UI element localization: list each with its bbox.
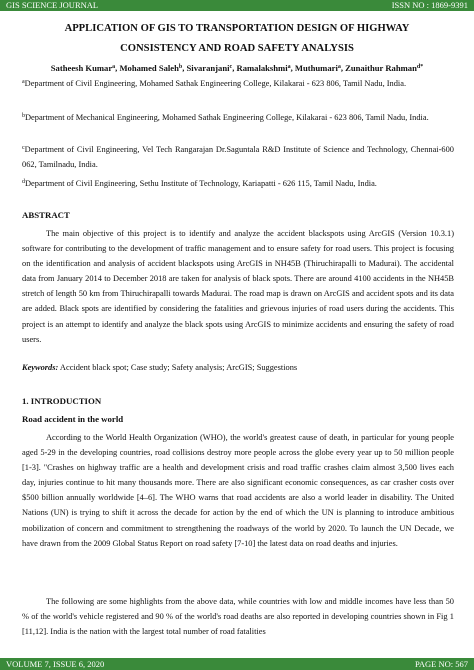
author-name: Muthumari bbox=[294, 63, 338, 73]
volume-issue: VOLUME 7, ISSUE 6, 2020 bbox=[6, 659, 105, 669]
author-name: Satheesh Kumar bbox=[50, 63, 113, 73]
keywords-line bbox=[22, 360, 454, 375]
author-separator: , bbox=[115, 63, 120, 73]
affiliation-mark: b bbox=[22, 113, 25, 119]
author-affiliation-mark: c bbox=[229, 64, 233, 70]
affiliation-text: Department of Civil Engineering, Sethu Institute of Technology, Kariapatti - 626 115, Tamil Nadu, India. bbox=[25, 179, 377, 188]
subsection-heading: Road accident in the world bbox=[22, 414, 124, 424]
affiliation-b bbox=[22, 110, 454, 125]
paper-title-line-2: CONSISTENCY AND ROAD SAFETY ANALYSIS bbox=[120, 43, 354, 54]
intro-paragraph-2: The following are some highlights from the above data, while countries with low and middle incomes have less than 50 % of the world's vehicle registered and 90 % of the world's road deaths are also reported in developing countries shown in Fig 1 [11,12]. India is the nation with the largest total number of road fatalities bbox=[22, 597, 454, 637]
issn-number: ISSN NO : 1869-9391 bbox=[391, 0, 468, 10]
author-name: Mohamed Saleh bbox=[119, 63, 179, 73]
author-separator: , bbox=[340, 63, 346, 73]
author-affiliation-mark: a bbox=[112, 64, 116, 70]
affiliation-d bbox=[22, 176, 454, 191]
author-name: Ramalakshmi bbox=[236, 63, 288, 73]
author-affiliation-mark: a bbox=[287, 64, 291, 70]
intro-paragraph-1: According to the World Health Organization (WHO), the world's greatest cause of death, in particular for young people aged 5-29 in the developing countries, road collisions destroy more people across the globe every year up to 50 million people [1-3]. "Crashes on highway traffic are a health and development crisis and road traffic crashes claim almost 3,500 lives each day, injuries continue to hit many thousands more. There are also significant economic consequences, as car crasher costs over $500 billion annually worldwide [4–6]. The WHO warns that road accidents are also a world leader in disability. The United Nations (UN) is trying to shift it across the decade for action by the end of which the UN is planning to introduce ambitious mobilization of concern and commitment to strengthening the roadways of the world by 2020. To launch the UN Decade, we have drawn from the 2009 Global Status Report on road safety [7-10] the latest data on road deaths and injuries. bbox=[22, 433, 454, 548]
affiliation-mark: d bbox=[22, 179, 25, 185]
author-separator: , bbox=[290, 63, 295, 73]
keywords-text: Accident black spot; Case study; Safety analysis; ArcGIS; Suggestions bbox=[58, 363, 298, 372]
affiliation-mark: c bbox=[22, 145, 25, 151]
author-separator: , bbox=[232, 63, 237, 73]
affiliation-a bbox=[22, 76, 454, 91]
journal-header-band bbox=[0, 0, 474, 11]
abstract-heading: ABSTRACT bbox=[22, 210, 70, 220]
author-affiliation-mark: a bbox=[337, 64, 341, 70]
affiliation-mark: a bbox=[22, 79, 25, 85]
author-name: Sivaranjani bbox=[186, 63, 230, 73]
abstract-text: The main objective of this project is to identify and analyze the accident blackspots using ArcGIS (Version 10.3.1) software for contributing to the development of traffic management and to ensure safety for road users. This project is focusing on the identification and analysis of accident blackspots using ArcGIS in NH45B (Thiruchirapalli to Madurai). The accidental data from January 2014 to December 2018 are taken for analysis of black spots. There are around 4100 accidents in the NH45B stretch of length 50 km from Thiruchirapalli towards Madurai. The road map is drawn on ArcGIS and accident spots and its data are added. Black spots are identified by considering the fatalities and grievous injuries of road users during the accidents. This project is an attempt to identify and analyze the black spots using ArcGIS to minimize accidents and ensuring the safety of road users. bbox=[22, 229, 454, 344]
journal-name: GIS SCIENCE JOURNAL bbox=[6, 0, 99, 10]
affiliation-text: Department of Civil Engineering, Vel Tech Rangarajan Dr.Saguntala R&D Institute of Science and Technology, Chennai-600 062, Tamilnadu, India. bbox=[22, 145, 454, 170]
section-heading-introduction: 1. INTRODUCTION bbox=[22, 396, 102, 406]
author-name: Zunaithur Rahman bbox=[345, 63, 417, 73]
page-footer-band bbox=[0, 658, 474, 670]
affiliation-c bbox=[22, 142, 454, 172]
affiliation-text: Department of Civil Engineering, Mohamed Sathak Engineering College, Kilakarai - 623 806, Tamil Nadu, India. bbox=[24, 79, 407, 88]
author-affiliation-mark: b bbox=[178, 64, 183, 70]
affiliation-text: Department of Mechanical Engineering, Mohamed Sathak Engineering College, Kilakarai - 623 806, Tamil Nadu, India. bbox=[25, 113, 429, 122]
author-separator: , bbox=[182, 63, 187, 73]
page-number: PAGE NO: 567 bbox=[414, 659, 468, 669]
paper-title-line-1: APPLICATION OF GIS TO TRANSPORTATION DESIGN OF HIGHWAY bbox=[64, 23, 410, 34]
author-affiliation-mark: d* bbox=[416, 64, 424, 70]
author-list bbox=[22, 62, 452, 74]
keywords-label: Keywords: bbox=[22, 363, 59, 372]
